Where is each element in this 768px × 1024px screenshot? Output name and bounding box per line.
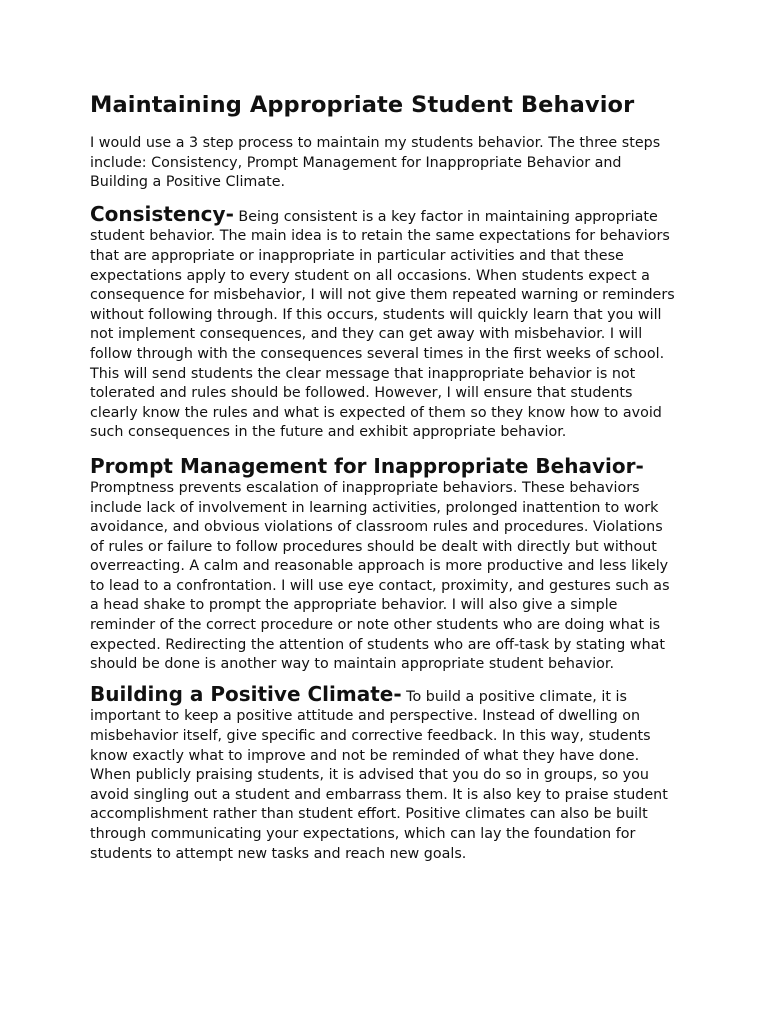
intro-paragraph: I would use a 3 step process to maintain my students behavior. The three steps include: Consistency, Prompt Management for Inappropriate Behavior and Building a Positive Climate. — [90, 135, 661, 191]
document-page — [90, 90, 680, 874]
document-title: Maintaining Appropriate Student Behavior — [90, 92, 635, 118]
section-body-positive-climate: To build a positive climate, it is important to keep a positive attitude and perspective. Instead of dwelling on misbehavior itself, give specific and corrective feedback. In this way, students know exactly what to improve and not be reminded of what they have done. When publicly praising students, it is advised that you do so in groups, so you avoid singling out a student and embarrass them. It is also key to praise student accomplishment rather than student effort. Positive climates can also be built through communicating your expectations, which can lay the foundation for students to attempt new tasks and reach new goals. — [90, 688, 668, 862]
section-heading-positive-climate: Building a Positive Climate- — [90, 681, 402, 706]
section-body-prompt-management: Promptness prevents escalation of inappropriate behaviors. These behaviors include lack of involvement in learning activities, prolonged inattention to work avoidance, and obvious violations of classroom rules and procedures. Violations of rules or failure to follow procedures should be dealt with directly but without overreacting. A calm and reasonable approach is more productive and less likely to lead to a confrontation. I will use eye contact, proximity, and gestures such as a head shake to prompt the appropriate behavior. I will also give a simple reminder of the correct procedure or note other students who are doing what is expected. Redirecting the attention of students who are off-task by stating what should be done is another way to maintain appropriate student behavior. — [90, 479, 670, 673]
section-positive-climate — [90, 681, 680, 864]
section-body-consistency: Being consistent is a key factor in maintaining appropriate student behavior. The main idea is to retain the same expectations for behaviors that are appropriate or inappropriate in particular activities and that these expectations apply to every student on all occasions. When students expect a consequence for misbehavior, I will not give them repeated warning or reminders without following through. If this occurs, students will quickly learn that you will not implement consequences, and they can get away with misbehavior. I will follow through with the consequences several times in the first weeks of school. This will send students the clear message that inappropriate behavior is not tolerated and rules should be followed. However, I will ensure that students clearly know the rules and what is expected of them so they know how to avoid such consequences in the future and exhibit appropriate behavior. — [90, 208, 675, 441]
section-heading-prompt-management: Prompt Management for Inappropriate Behavior- — [90, 453, 644, 478]
section-consistency — [90, 201, 680, 443]
section-prompt-management — [90, 453, 680, 675]
section-heading-consistency: Consistency- — [90, 201, 234, 226]
